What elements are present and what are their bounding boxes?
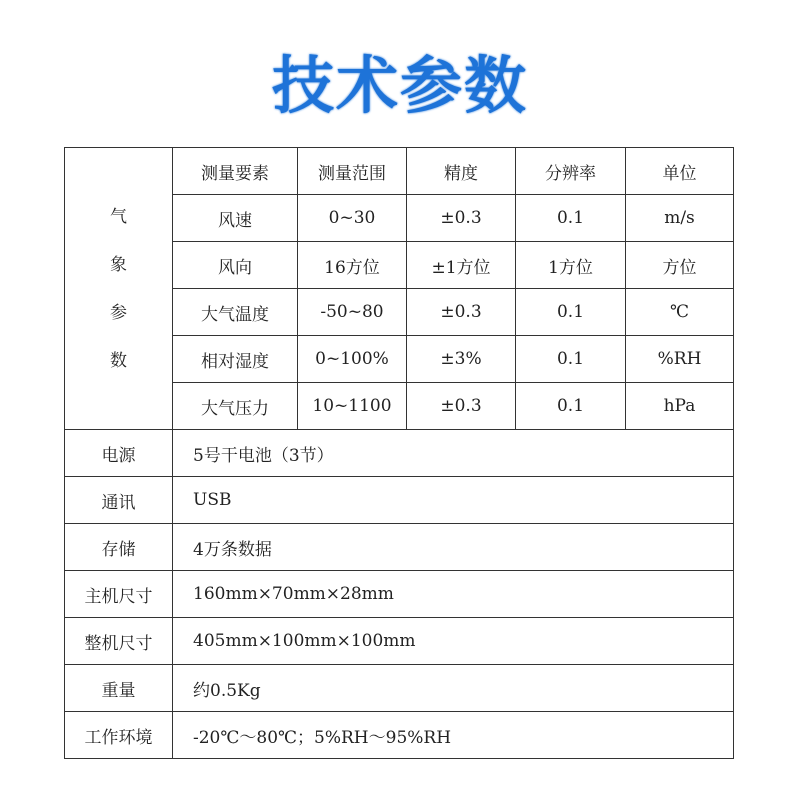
header-cell: 测量范围: [298, 148, 407, 195]
cell: m/s: [626, 195, 734, 242]
cell: %RH: [626, 336, 734, 383]
group-char: 参: [110, 302, 127, 323]
meteo-group-label: [65, 148, 173, 430]
cell: 10~1100: [298, 383, 407, 430]
spec-label: 重量: [65, 665, 173, 712]
cell: ±0.3: [407, 289, 516, 336]
cell: -50~80: [298, 289, 407, 336]
spec-row: [65, 430, 734, 477]
spec-label: 电源: [65, 430, 173, 477]
cell: 方位: [626, 242, 734, 289]
header-cell: 测量要素: [173, 148, 298, 195]
cell: 风速: [173, 195, 298, 242]
spec-value: USB: [173, 477, 734, 524]
cell: ℃: [626, 289, 734, 336]
header-cell: 分辨率: [516, 148, 626, 195]
spec-row: [65, 477, 734, 524]
cell: ±0.3: [407, 195, 516, 242]
spec-value: -20℃～80℃；5%RH～95%RH: [173, 712, 734, 759]
cell: ±1方位: [407, 242, 516, 289]
cell: 0.1: [516, 289, 626, 336]
spec-row: [65, 712, 734, 759]
cell: 相对湿度: [173, 336, 298, 383]
cell: 1方位: [516, 242, 626, 289]
meteo-header-row: [65, 148, 734, 195]
spec-row: [65, 571, 734, 618]
cell: 0.1: [516, 383, 626, 430]
group-char: 象: [110, 254, 127, 275]
spec-value: 405mm×100mm×100mm: [173, 618, 734, 665]
cell: ±3%: [407, 336, 516, 383]
cell: ±0.3: [407, 383, 516, 430]
cell: 16方位: [298, 242, 407, 289]
cell: 风向: [173, 242, 298, 289]
spec-table: [64, 147, 734, 759]
cell: 0.1: [516, 195, 626, 242]
spec-label: 通讯: [65, 477, 173, 524]
spec-label: 工作环境: [65, 712, 173, 759]
group-char: 气: [110, 206, 127, 227]
spec-row: [65, 618, 734, 665]
spec-row: [65, 524, 734, 571]
spec-value: 4万条数据: [173, 524, 734, 571]
spec-value: 约0.5Kg: [173, 665, 734, 712]
cell: 0~30: [298, 195, 407, 242]
spec-label: 主机尺寸: [65, 571, 173, 618]
cell: 0~100%: [298, 336, 407, 383]
cell: 大气温度: [173, 289, 298, 336]
cell: 大气压力: [173, 383, 298, 430]
cell: hPa: [626, 383, 734, 430]
header-cell: 精度: [407, 148, 516, 195]
group-char: 数: [110, 350, 127, 371]
spec-label: 整机尺寸: [65, 618, 173, 665]
header-cell: 单位: [626, 148, 734, 195]
spec-label: 存储: [65, 524, 173, 571]
page-title: 技术参数: [271, 49, 528, 122]
spec-value: 5号干电池（3节）: [173, 430, 734, 477]
cell: 0.1: [516, 336, 626, 383]
spec-row: [65, 665, 734, 712]
spec-value: 160mm×70mm×28mm: [173, 571, 734, 618]
